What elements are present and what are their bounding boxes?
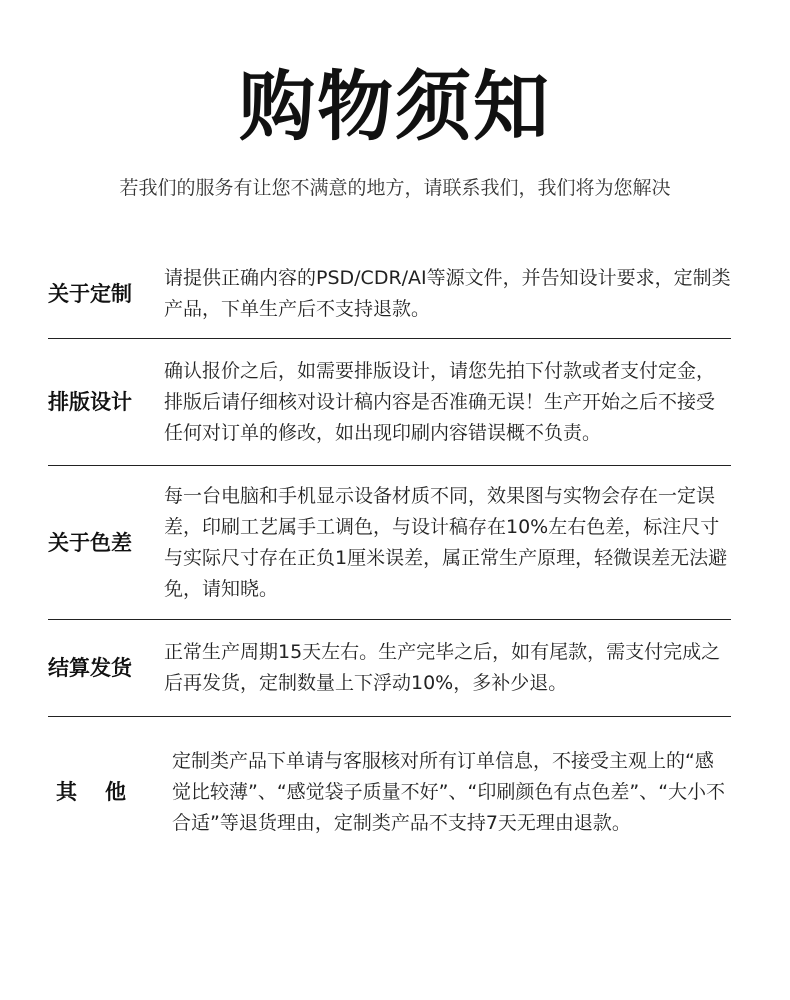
notice-text: 正常生产周期15天左右。生产完毕之后，如有尾款，需支付完成之后再发货，定制数量上下浮动10%，多补少退。 [164,641,721,694]
notice-label: 关于色差 [48,530,132,555]
notice-text: 请提供正确内容的PSD/CDR/AI等源文件，并告知设计要求，定制类产品，下单生产后不支持退款。 [164,267,731,320]
notice-label: 其他 [56,780,154,804]
page-subtitle: 若我们的服务有让您不满意的地方，请联系我们，我们将为您解决 [119,177,671,199]
notice-label: 结算发货 [48,656,132,680]
notice-text: 每一台电脑和手机显示设备材质不同，效果图与实物会存在一定误差，印刷工艺属手工调色，与设计稿存在10%左右色差，标注尺寸与实际尺寸存在正负1厘米误差，属正常生产原理，轻微误差无法避免，请知晓。 [164,484,728,600]
notice-list [48,250,731,867]
notice-row-other [48,717,731,867]
notice-label: 排版设计 [48,390,132,414]
notice-text: 定制类产品下单请与客服核对所有订单信息，不接受主观上的“感觉比较薄”、“感觉袋子质量不好”、“印刷颜色有点色差”、“大小不合适”等退货理由，定制类产品不支持7天无理由退款。 [172,749,726,834]
notice-text: 确认报价之后，如需要排版设计，请您先拍下付款或者支付定金，排版后请仔细核对设计稿内容是否准确无误！生产开始之后不接受任何对订单的修改，如出现印刷内容错误概不负责。 [164,359,716,444]
notice-row-customization [48,250,731,339]
page-title: 购物须知 [239,62,551,151]
notice-row-layout-design [48,339,731,466]
notice-row-color-difference [48,466,731,620]
notice-row-payment-shipping [48,620,731,717]
notice-label: 关于定制 [48,282,132,306]
